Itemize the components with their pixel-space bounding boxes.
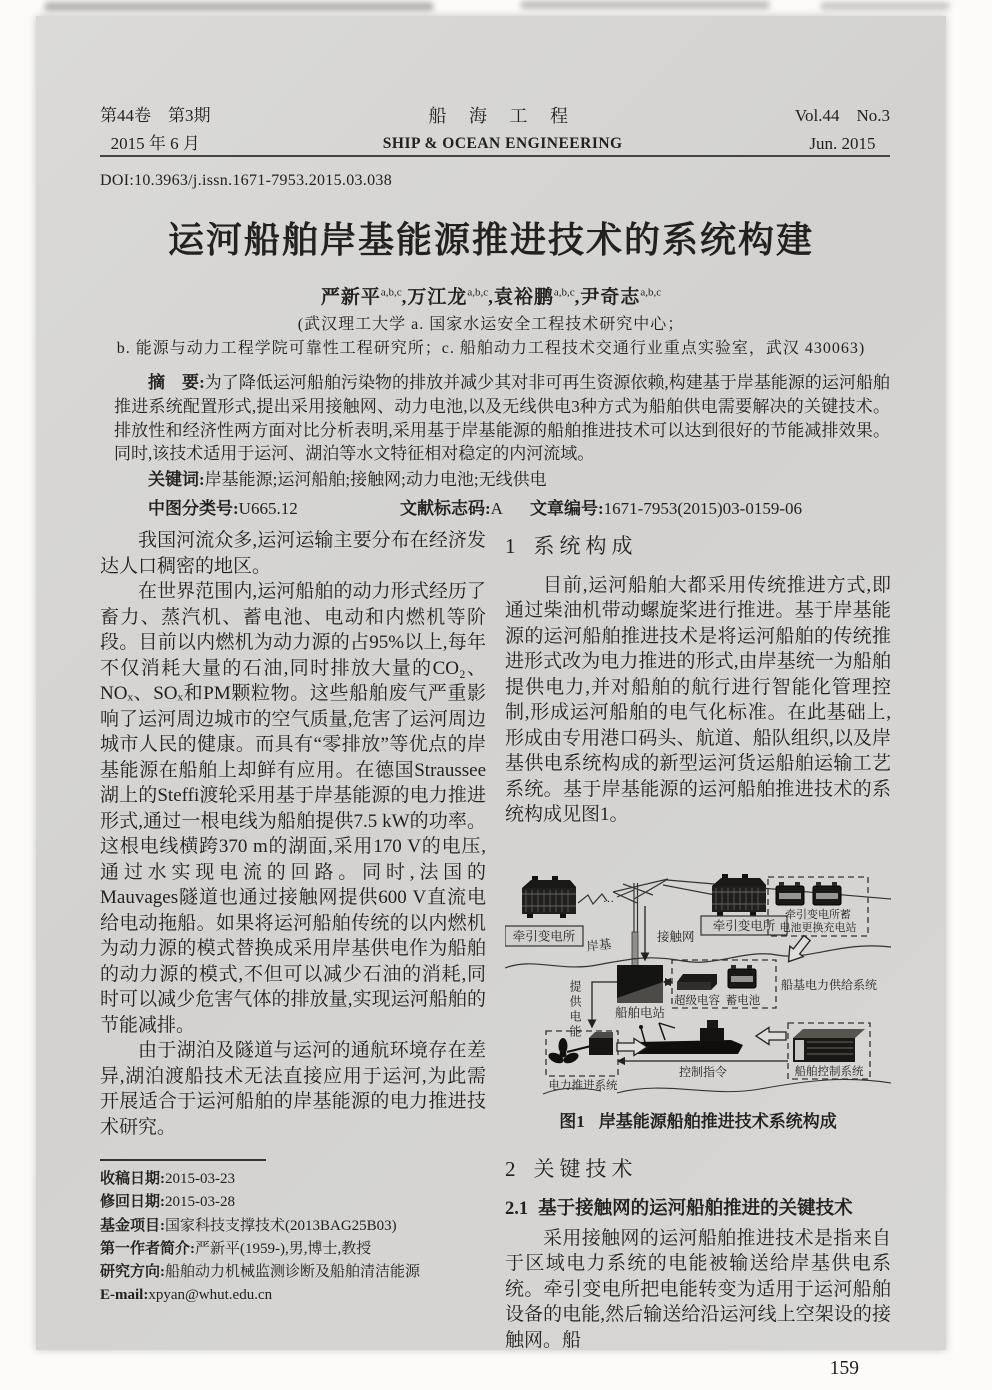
supercap-icon	[677, 974, 717, 990]
battery-icon	[776, 882, 804, 905]
fig-label-substation-right: 牵引变电所	[712, 918, 776, 933]
control-console-icon	[793, 1029, 865, 1062]
footnote-fund: 基金项目:国家科技支撑技术(2013BAG25B03)	[100, 1217, 397, 1234]
journal-name-en: SHIP & OCEAN ENGINEERING	[382, 135, 623, 152]
propeller-icon	[547, 1038, 580, 1065]
fig-label-shore: 岸基	[585, 936, 613, 954]
date-en: Jun. 2015	[809, 134, 876, 153]
author-affil-sup: a,b,c	[467, 286, 489, 299]
figure-1-diagram	[505, 870, 891, 1100]
fig-label-ship-station: 船舶电站	[614, 1005, 666, 1020]
body-paragraph: 在世界范围内,运河船舶的动力形式经历了畜力、蒸汽机、蓄电池、电动和内燃机等阶段。目前以内燃机为动力源的占95%以上,每年不仅消耗大量的石油,同时排放大量的CO₂、NOₓ、SOₓ和PM颗粒物。这些船舶废气严重影响了运河周边城市的空气质量,危害了运河周边城市人民的健康。而具有“零排放”等优点的岸基能源在船舶上却鲜有应用。在德国Straussee湖上的Steffi渡轮采用基于岸基能源的电力推进形式,通过一根电线为船舶提供7.5 kW的功率。这根电线横跨370 m的湖面,采用170 V的电压,通过水实现电流的回路。同时,法国的Mauvages隧道也通过接触网提供600 V直流电给电动拖船。如果将运河船舶传统的以内燃机为动力源的模式替换成采用岸基供电作为船舶的动力源的模式,不但可以减少石油的消耗,同时可以减少危害气体的排放量,实现运河船舶的节能减排。	[100, 581, 486, 1036]
author-separator: ,	[401, 287, 408, 308]
swap-to-supply-arrow	[782, 932, 814, 966]
vol-en: Vol.44 No.3	[794, 106, 890, 125]
journal-header	[100, 102, 890, 158]
abstract-label: 摘 要:	[148, 373, 205, 392]
author: 严新平$^{a,b,c}$	[320, 286, 402, 308]
motor-icon	[589, 1032, 613, 1055]
scan-artifact	[44, 2, 434, 11]
body-paragraph: 由于湖泊及隧道与运河的通航环境存在差异,湖泊渡船技术无法直接应用于运河,为此需开展适合于运河船舶的岸基能源的电力推进技术研究。	[100, 1040, 486, 1138]
header-right	[795, 102, 890, 158]
provide-energy-line	[592, 982, 617, 1027]
right-column	[505, 528, 891, 1382]
fig-label-catenary: 接触网	[657, 929, 695, 944]
article-title: 运河船舶岸基能源推进技术的系统构建	[167, 220, 814, 260]
figure-1	[505, 870, 891, 1135]
date-cn: 2015 年 6 月	[110, 134, 200, 153]
keywords-text: 岸基能源;运河船舶;接触网;动力电池;无线供电	[204, 470, 547, 490]
header-left	[100, 102, 211, 158]
abstract-text: 为了降低运河船舶污染物的排放并减少其对非可再生资源依赖,构建基于岸基能源的运河船舶推进系统配置形式,提出采用接触网、动力电池,以及无线供电3种方式为船舶供电需要解决的关键技术。排放性和经济性两方面对比分析表明,采用基于岸基能源的船舶推进技术可以达到很好的节能减排效果。同时,该技术适用于运河、湖泊等水文特征相对稳定的内河流域。	[114, 373, 891, 464]
scan-artifact	[820, 2, 950, 10]
affiliation-line-2: b. 能源与动力工程学院可靠性工程研究所；c. 船舶动力工程技术交通行业重点实验室，武汉 430063)	[116, 340, 866, 357]
fig-label-swap-station-line2: 电池更换充电站	[779, 921, 857, 934]
section-2-heading: 2 关键技术	[505, 1156, 638, 1181]
abstract	[114, 371, 890, 466]
body-paragraph: 目前,运河船舶大都采用传统推进方式,即通过柴油机带动螺旋桨进行推进。基于岸基能源的运河船舶推进技术是将运河船舶的传统推进形式改为电力推进的形式,由岸基统一为船舶提供电力,并对船舶的航行进行智能化管理控制,形成运河船舶的电气化标准。在此基础上,形成由专用港口码头、航道、船队组织,以及岸基供电系统构成的新型运河货运船舶运输工艺系统。基于岸基能源的运河船舶推进技术的系统构成见图1。	[505, 574, 891, 825]
paper-page	[36, 16, 946, 1379]
pylon-base	[632, 932, 638, 966]
fig-label-provide-energy: 提供电能	[568, 979, 582, 1040]
footnote-first-author: 第一作者简介:严新平(1959-),男,博士,教授	[100, 1240, 372, 1257]
footnote-received: 收稿日期:2015-03-23	[100, 1171, 235, 1187]
body-paragraph: 我国河流众多,运河运输主要分布在经济发达人口稠密的地区。	[100, 530, 486, 577]
author: 袁裕鹏$^{a,b,c}$	[493, 286, 575, 308]
document-code: 文献标志码:A	[400, 498, 503, 518]
body-paragraph: 采用接触网的运河船舶推进技术是指来自于区域电力系统的电能被输送给岸基供电系统。牵引变电所把电能转变为适用于运河船舶设备的电能,然后输送给沿运河线上空架设的接触网。船	[505, 1227, 891, 1351]
article-number: 文章编号:1671-7953(2015)03-0159-06	[530, 498, 802, 518]
shoreline	[505, 945, 891, 967]
meta-block	[114, 371, 890, 521]
keywords	[114, 468, 890, 492]
fig-label-battery: 蓄电池	[725, 994, 761, 1007]
fig-label-supply-system: 船基电力供给系统	[781, 977, 878, 992]
ship-icon	[633, 1020, 743, 1054]
author-separator: ,	[574, 287, 581, 308]
keywords-label: 关键词:	[148, 470, 205, 490]
footnote-email: E-mail:xpyan@whut.edu.cn	[100, 1287, 273, 1304]
clc-number: 中图分类号:U665.12	[148, 498, 298, 518]
journal-name-cn: 船 海 工 程	[428, 106, 577, 126]
header-rule	[100, 155, 890, 157]
fig-label-substation-left: 牵引变电所	[512, 929, 576, 943]
footnote-revised: 修回日期:2015-03-28	[100, 1194, 235, 1211]
issue-cn: 第44卷 第3期	[100, 106, 211, 125]
wave-line	[617, 1079, 891, 1093]
fig-label-control-cmd: 控制指令	[678, 1064, 728, 1079]
doi: DOI:10.3963/j.issn.1671-7953.2015.03.038	[100, 172, 392, 189]
figure-1-caption: 图1 岸基能源船舶推进技术系统构成	[559, 1112, 837, 1131]
header-center	[383, 102, 623, 158]
section-1-heading: 1 系统构成	[505, 534, 638, 558]
footnote-research-field: 研究方向:船舶动力机械监测诊断及船舶清洁能源	[100, 1264, 421, 1281]
control-to-ship-arrow	[756, 1027, 786, 1044]
page-number: 159	[829, 1358, 859, 1379]
author: 万江龙$^{a,b,c}$	[407, 286, 489, 308]
fig-label-swap-station-line1: 牵引变电所蓄	[785, 908, 851, 921]
author-line	[36, 282, 946, 309]
author-affil-sup: a,b,c	[380, 286, 402, 299]
fig-label-propulsion: 电力推进系统	[548, 1079, 618, 1092]
left-column	[100, 528, 486, 1308]
fig-label-ship-control: 船舶控制系统	[794, 1065, 864, 1078]
battery-icon	[813, 882, 841, 905]
footnote-rule	[100, 1159, 266, 1161]
author-affil-sup: a,b,c	[640, 286, 662, 299]
substation-right-icon	[712, 874, 766, 916]
wire-dots: …	[603, 892, 614, 905]
section-2-1-heading: 2.1 基于接触网的运河船舶推进的关键技术	[505, 1199, 853, 1219]
author-affil-sup: a,b,c	[553, 286, 575, 299]
fig-label-supercap: 超级电容	[674, 994, 720, 1007]
propeller-shaft	[567, 1046, 591, 1052]
substation-left-icon	[522, 876, 576, 918]
battery-icon	[728, 965, 756, 988]
author: 尹奇志$^{a,b,c}$	[580, 286, 662, 308]
footnote-block	[100, 1168, 486, 1308]
scan-artifact	[520, 1, 770, 9]
affiliation-line-1: (武汉理工大学 a. 国家水运安全工程技术研究中心；	[297, 316, 685, 333]
classification-row	[114, 497, 890, 521]
author-separator: ,	[488, 287, 494, 308]
